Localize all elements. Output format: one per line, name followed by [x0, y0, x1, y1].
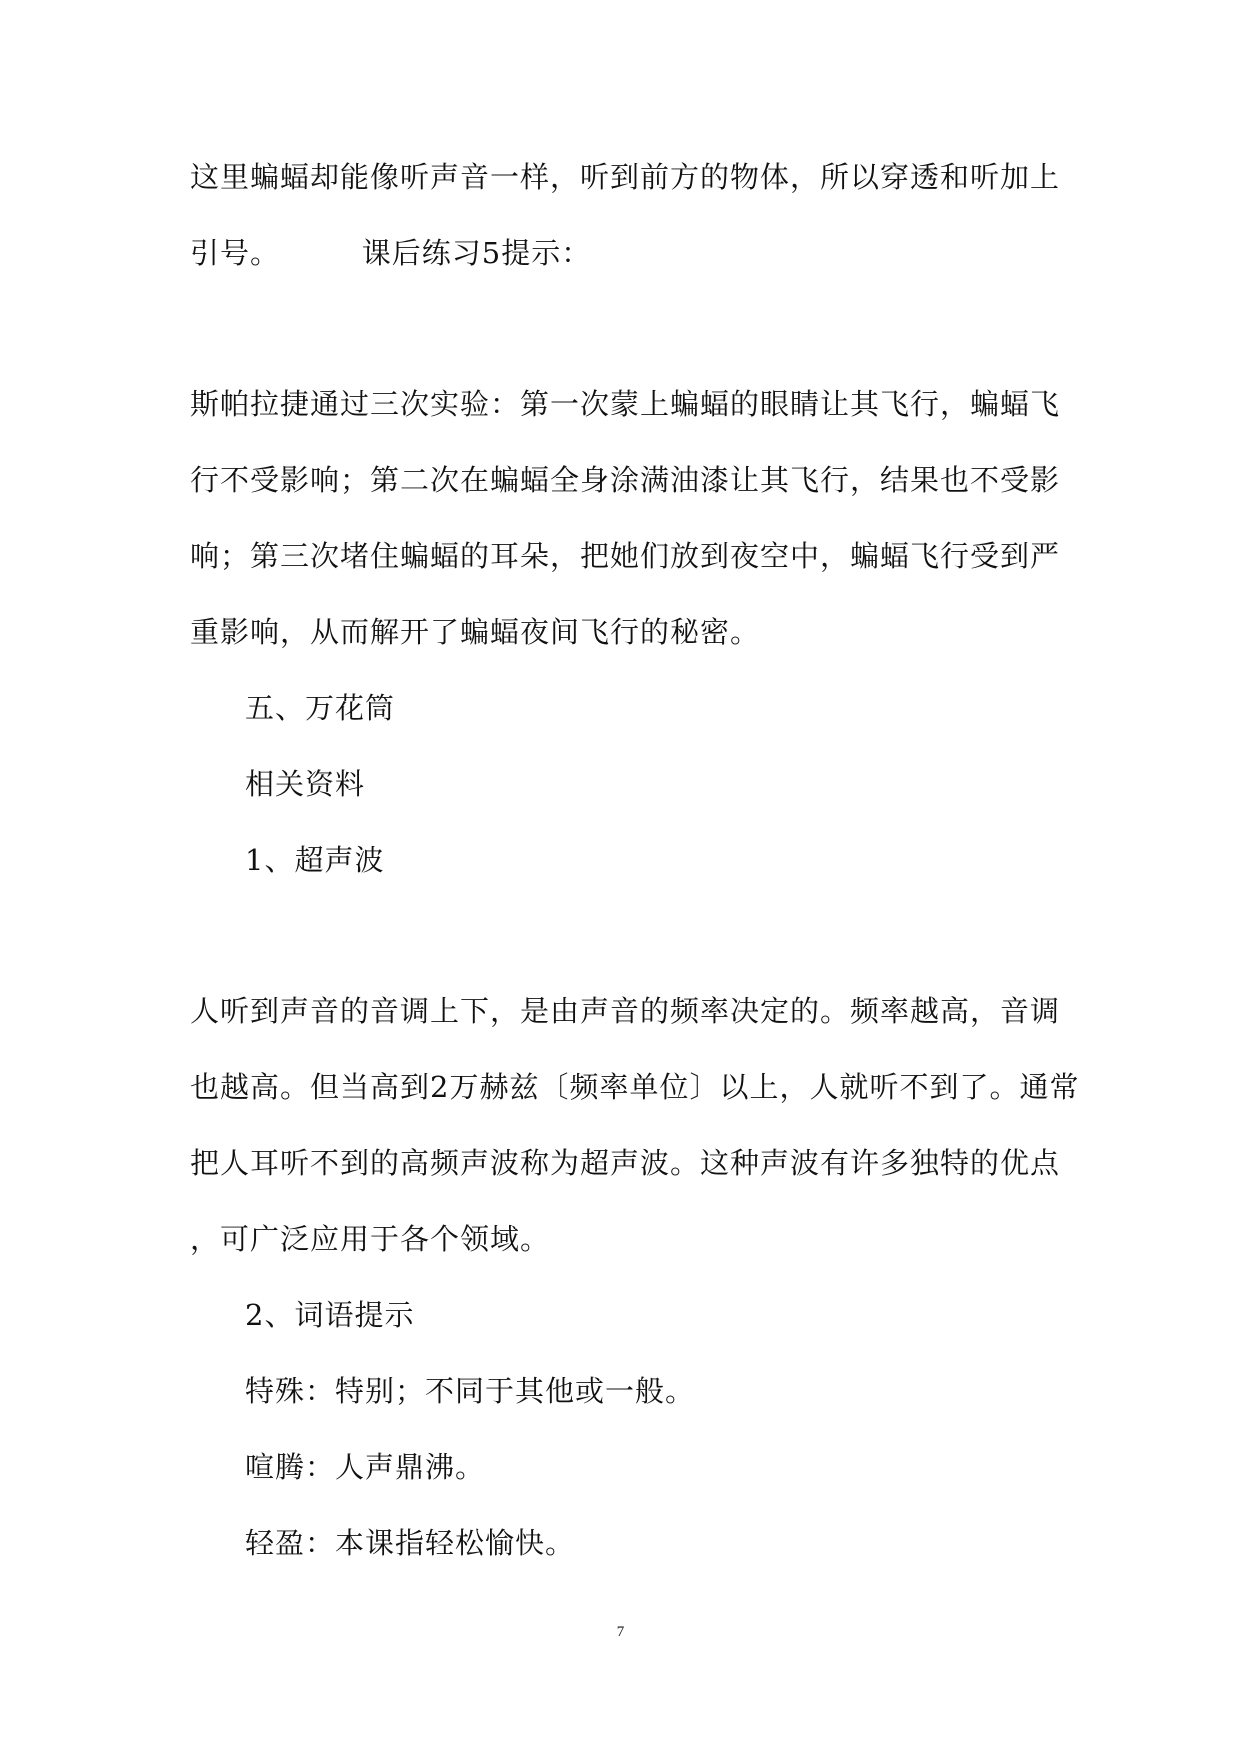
section-heading: 五、万花筒 [245, 691, 396, 725]
paragraph-line: 这里蝙蝠却能像听声音一样，听到前方的物体，所以穿透和听加上 [190, 160, 1061, 194]
paragraph-line: 响；第三次堵住蝙蝠的耳朵，把她们放到夜空中，蝙蝠飞行受到严 [190, 539, 1061, 573]
item-heading: 2、词语提示 [245, 1298, 415, 1332]
subsection-heading: 相关资料 [245, 767, 366, 801]
paragraph-line: 重影响，从而解开了蝙蝠夜间飞行的秘密。 [190, 615, 761, 649]
vocabulary-entry: 特殊：特别；不同于其他或一般。 [245, 1374, 696, 1408]
vocabulary-entry: 轻盈：本课指轻松愉快。 [245, 1526, 576, 1560]
paragraph-line: 也越高。但当高到2万赫兹〔频率单位〕以上，人就听不到了。通常 [190, 1070, 1080, 1104]
page-number: 7 [616, 1624, 625, 1640]
paragraph-line: 行不受影响；第二次在蝙蝠全身涂满油漆让其飞行，结果也不受影 [190, 463, 1061, 497]
vocabulary-entry: 喧腾：人声鼎沸。 [245, 1450, 486, 1484]
paragraph-line: 把人耳听不到的高频声波称为超声波。这种声波有许多独特的优点 [190, 1146, 1061, 1180]
paragraph-line: 人听到声音的音调上下，是由声音的频率决定的。频率越高，音调 [190, 994, 1061, 1028]
paragraph-line: 引号。 课后练习5提示： [190, 236, 592, 270]
paragraph-line: ，可广泛应用于各个领域。 [190, 1222, 551, 1256]
paragraph-line: 斯帕拉捷通过三次实验：第一次蒙上蝙蝠的眼睛让其飞行，蝙蝠飞 [190, 387, 1061, 421]
item-heading: 1、超声波 [245, 843, 385, 877]
